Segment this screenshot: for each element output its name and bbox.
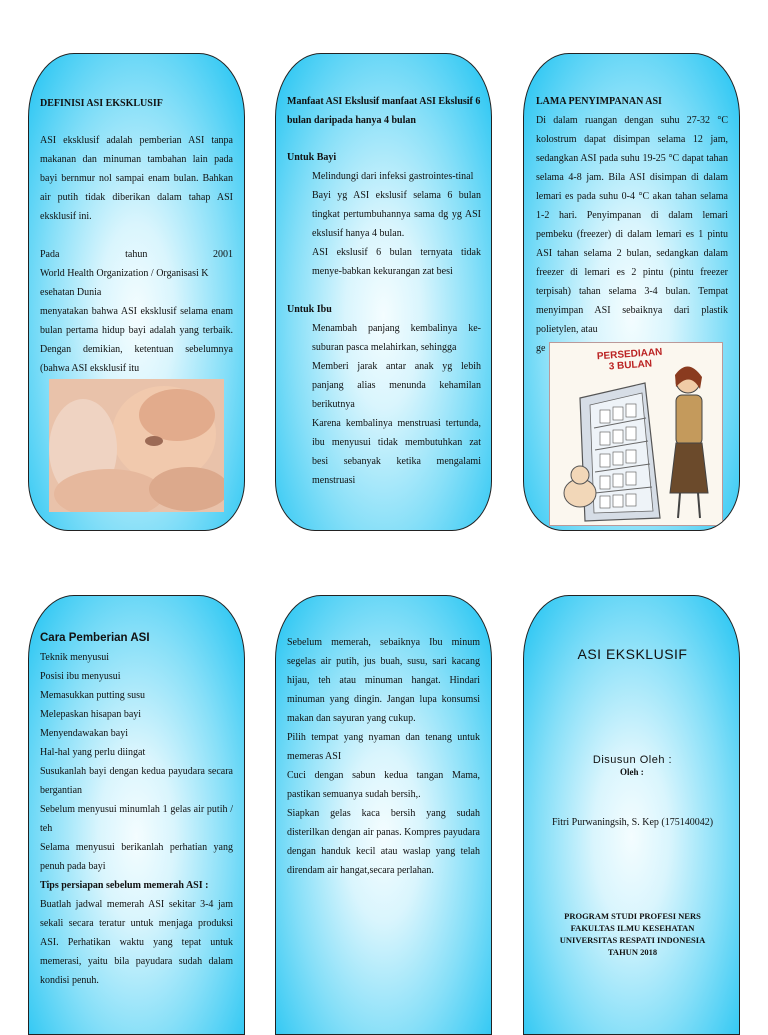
ibu-item: Memberi jarak antar anak yg lebih panjang alias menunda kehamilan berikutnya (312, 361, 481, 410)
disusun-label: Disusun Oleh : (592, 754, 673, 766)
cover-title: ASI EKSKLUSIF (577, 646, 688, 662)
cara-item: Selama menyusui berikanlah perhatian yang penuh pada bayi (40, 842, 233, 872)
freezer-illustration (549, 342, 723, 526)
tips-body: Buatlah jadwal memerah ASI sekitar 3-4 jam sekali secara teratur untuk menjaga produksi ASI. Perhatikan waktu yang tepat untuk memerasi, yaitu bila payudara sudah dalam kondisi penuh. (40, 899, 233, 986)
definisi-heading: DEFINISI ASI EKSKLUSIF (40, 98, 163, 109)
cara-item: Susukanlah bayi dengan kedua payudara secara bergantian (40, 766, 233, 796)
institution-line-1: PROGRAM STUDI PROFESI NERS (564, 911, 701, 921)
oleh-label: Oleh : (620, 767, 644, 777)
cara-item: Teknik menyusui (40, 652, 110, 663)
bayi-item: Bayi yg ASI ekslusif selama 6 bulan tingkat pertumbuhannya sama dg yg ASI ekslusif hanya 4 bulan. (312, 190, 481, 239)
institution-line-2: FAKULTAS ILMU KESEHATAN (570, 923, 695, 933)
untuk-ibu-heading: Untuk Ibu (287, 304, 332, 315)
panel-manfaat (275, 53, 492, 531)
panel-tips-memerah (275, 595, 492, 1035)
memerah-item: Siapkan gelas kaca bersih yang sudah disterilkan dengan air panas. Kompres payudara dengan handuk kecil atau waslap yang telah direndam air hangat,secara perlahan. (287, 808, 480, 876)
illustration-label-2: 3 BULAN (608, 358, 653, 373)
penyimpanan-heading: LAMA PENYIMPANAN ASI (536, 96, 662, 107)
illustration-label-1: PERSEDIAAN (596, 346, 663, 363)
cara-item: Hal-hal yang perlu diingat (40, 747, 146, 758)
definisi-paragraph: ASI eksklusif adalah pemberian ASI tanpa makanan dan minuman tambahan lain pada bayi bernmur nol sampai enam bulan. Bahkan air putih tidak diberikan dalam tahap ASI eksklusif ini. (40, 135, 233, 222)
penyimpanan-tail: ge (536, 343, 546, 354)
cara-item: Memasukkan putting susu (40, 690, 145, 701)
memerah-item: Pilih tempat yang nyaman dan tenang untuk memeras ASI (287, 732, 480, 762)
bayi-item: Melindungi dari infeksi gastrointes-tinal (312, 171, 474, 182)
panel-cara-pemberian (28, 595, 245, 1035)
institution-line-4: TAHUN 2018 (607, 947, 658, 957)
untuk-bayi-heading: Untuk Bayi (287, 152, 337, 163)
cara-heading: Cara Pemberian ASI (40, 632, 150, 644)
panel-definisi (28, 53, 245, 531)
memerah-item: Cuci dengan sabun kedua tangan Mama, pastikan semuanya sudah bersih,. (287, 770, 480, 800)
definisi-paragraph-2: menyatakan bahwa ASI eksklusif selama enam bulan pertama hidup bayi adalah yang terbaik. Dengan demikian, ketentuan sebelumnya (bahwa ASI eksklusif itu (40, 306, 233, 374)
manfaat-heading: Manfaat ASI Ekslusif manfaat ASI Ekslusif 6 bulan daripada hanya 4 bulan (287, 96, 481, 126)
definisi-year-line: Pada tahun 2001 (40, 249, 233, 260)
ibu-item: Karena kembalinya menstruasi tertunda, ibu menyusui tidak membutuhkan zat besi sebanyak ketika mengalami menstruasi (312, 418, 481, 486)
definisi-who-line: World Health Organization / Organisasi K esehatan Dunia (40, 268, 209, 298)
institution-line-3: UNIVERSITAS RESPATI INDONESIA (559, 935, 706, 945)
panel-penyimpanan (523, 53, 740, 531)
bayi-item: ASI ekslusif 6 bulan ternyata tidak menye-babkan kekurangan zat besi (312, 247, 481, 277)
cara-item: Sebelum menyusui minumlah 1 gelas air putih / teh (40, 804, 233, 834)
penyimpanan-body: Di dalam ruangan dengan suhu 27-32 °C kolostrum dapat disimpan selama 12 jam, sedangkan ASI pada suhu 19-25 °C dapat tahan selama 4-8 jam. Bila ASI disimpan di dalam lemari es pada suhu 0-4 °C akan tahan selama 1-2 hari. Penyimpanan di dalam lemari pembeku (freezer) di dalam lemari es 1 pintu ASI tahan selama 2 bulan, sedangkan dalam freezer di lemari es 2 pintu (pintu freezer terpisah) tahan selama 3-4 bulan. Tempat menyimpan ASI sebaiknya dari plastik polietylen, atau (536, 115, 728, 335)
panel-cover (523, 595, 740, 1035)
tips-heading: Tips persiapan sebelum memerah ASI : (40, 880, 209, 891)
ibu-item: Menambah panjang kembalinya ke-suburan pasca melahirkan, sehingga (312, 323, 481, 353)
cara-item: Posisi ibu menyusui (40, 671, 121, 682)
memerah-item: Sebelum memerah, sebaiknya Ibu minum segelas air putih, jus buah, susu, sari kacang hijau, teh atau minuman hangat. Hindari minuman yang dingin. Jangan lupa konsumsi makan dan sayuran yang cukup. (287, 637, 480, 724)
cara-item: Melepaskan hisapan bayi (40, 709, 142, 720)
author-name: Fitri Purwaningsih, S. Kep (175140042) (551, 817, 714, 828)
breastfeeding-photo (49, 379, 224, 512)
cara-item: Menyendawakan bayi (40, 728, 129, 739)
